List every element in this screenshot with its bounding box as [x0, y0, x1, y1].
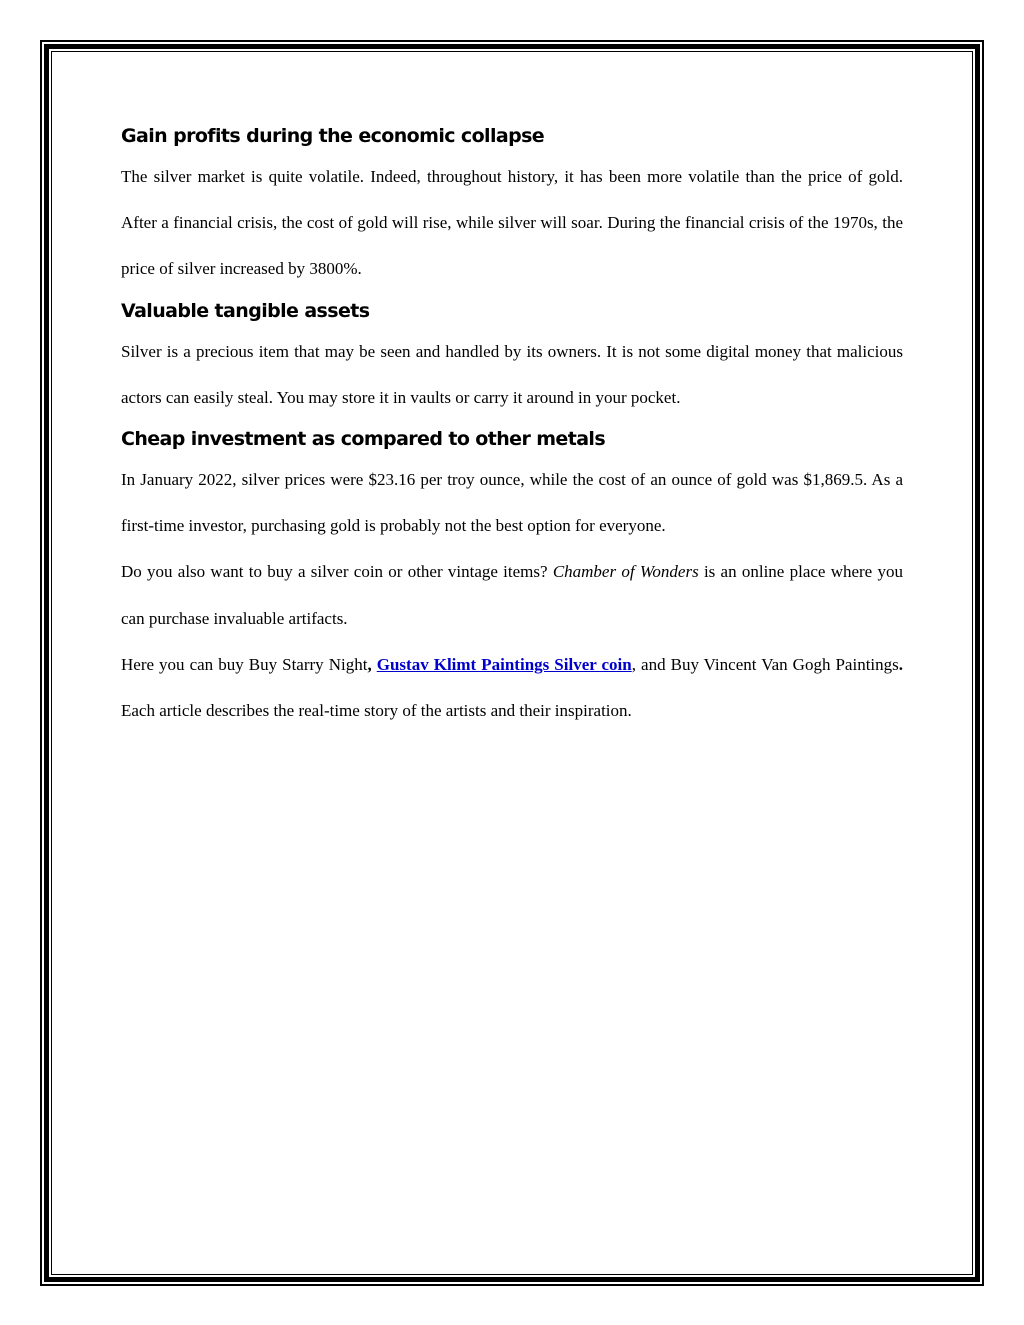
promo-text-after: is an online place where you can purchase invaluable artifacts. [121, 562, 903, 628]
links-period: . [898, 654, 904, 674]
gustav-klimt-link[interactable]: Gustav Klimt Paintings Silver coin [376, 654, 632, 674]
document-body [121, 118, 903, 734]
links-mid: , and Buy Vincent Van Gogh Paintings [631, 654, 899, 674]
paragraph-economic-collapse: The silver market is quite volatile. Indeed, throughout history, it has been more volatile than the price of gold. After a financial crisis, the cost of gold will rise, while silver will soar. During the financial crisis of the 1970s, the price of silver increased by 3800%. [121, 167, 903, 279]
links-tail: Each article describes the real-time story of the artists and their inspiration. [121, 701, 632, 721]
promo-text-before: Do you also want to buy a silver coin or other vintage items? [121, 562, 553, 582]
heading-tangible-assets: Valuable tangible assets [121, 299, 370, 322]
links-comma: , [367, 654, 372, 674]
heading-cheap-investment: Cheap investment as compared to other metals [121, 428, 606, 451]
paragraph-promo [121, 549, 903, 641]
paragraph-cheap-investment: In January 2022, silver prices were $23.16 per troy ounce, while the cost of an ounce of gold was $1,869.5. As a first-time investor, purchasing gold is probably not the best option for everyone. [121, 470, 903, 536]
brand-name: Chamber of Wonders [552, 562, 699, 582]
heading-economic-collapse: Gain profits during the economic collapse [121, 125, 545, 147]
paragraph-links [121, 642, 903, 734]
paragraph-tangible-assets: Silver is a precious item that may be seen and handled by its owners. It is not some digital money that malicious actors can easily steal. You may store it in vaults or carry it around in your pocket. [121, 341, 903, 407]
links-lead: Here you can buy Buy Starry Night [121, 654, 368, 674]
